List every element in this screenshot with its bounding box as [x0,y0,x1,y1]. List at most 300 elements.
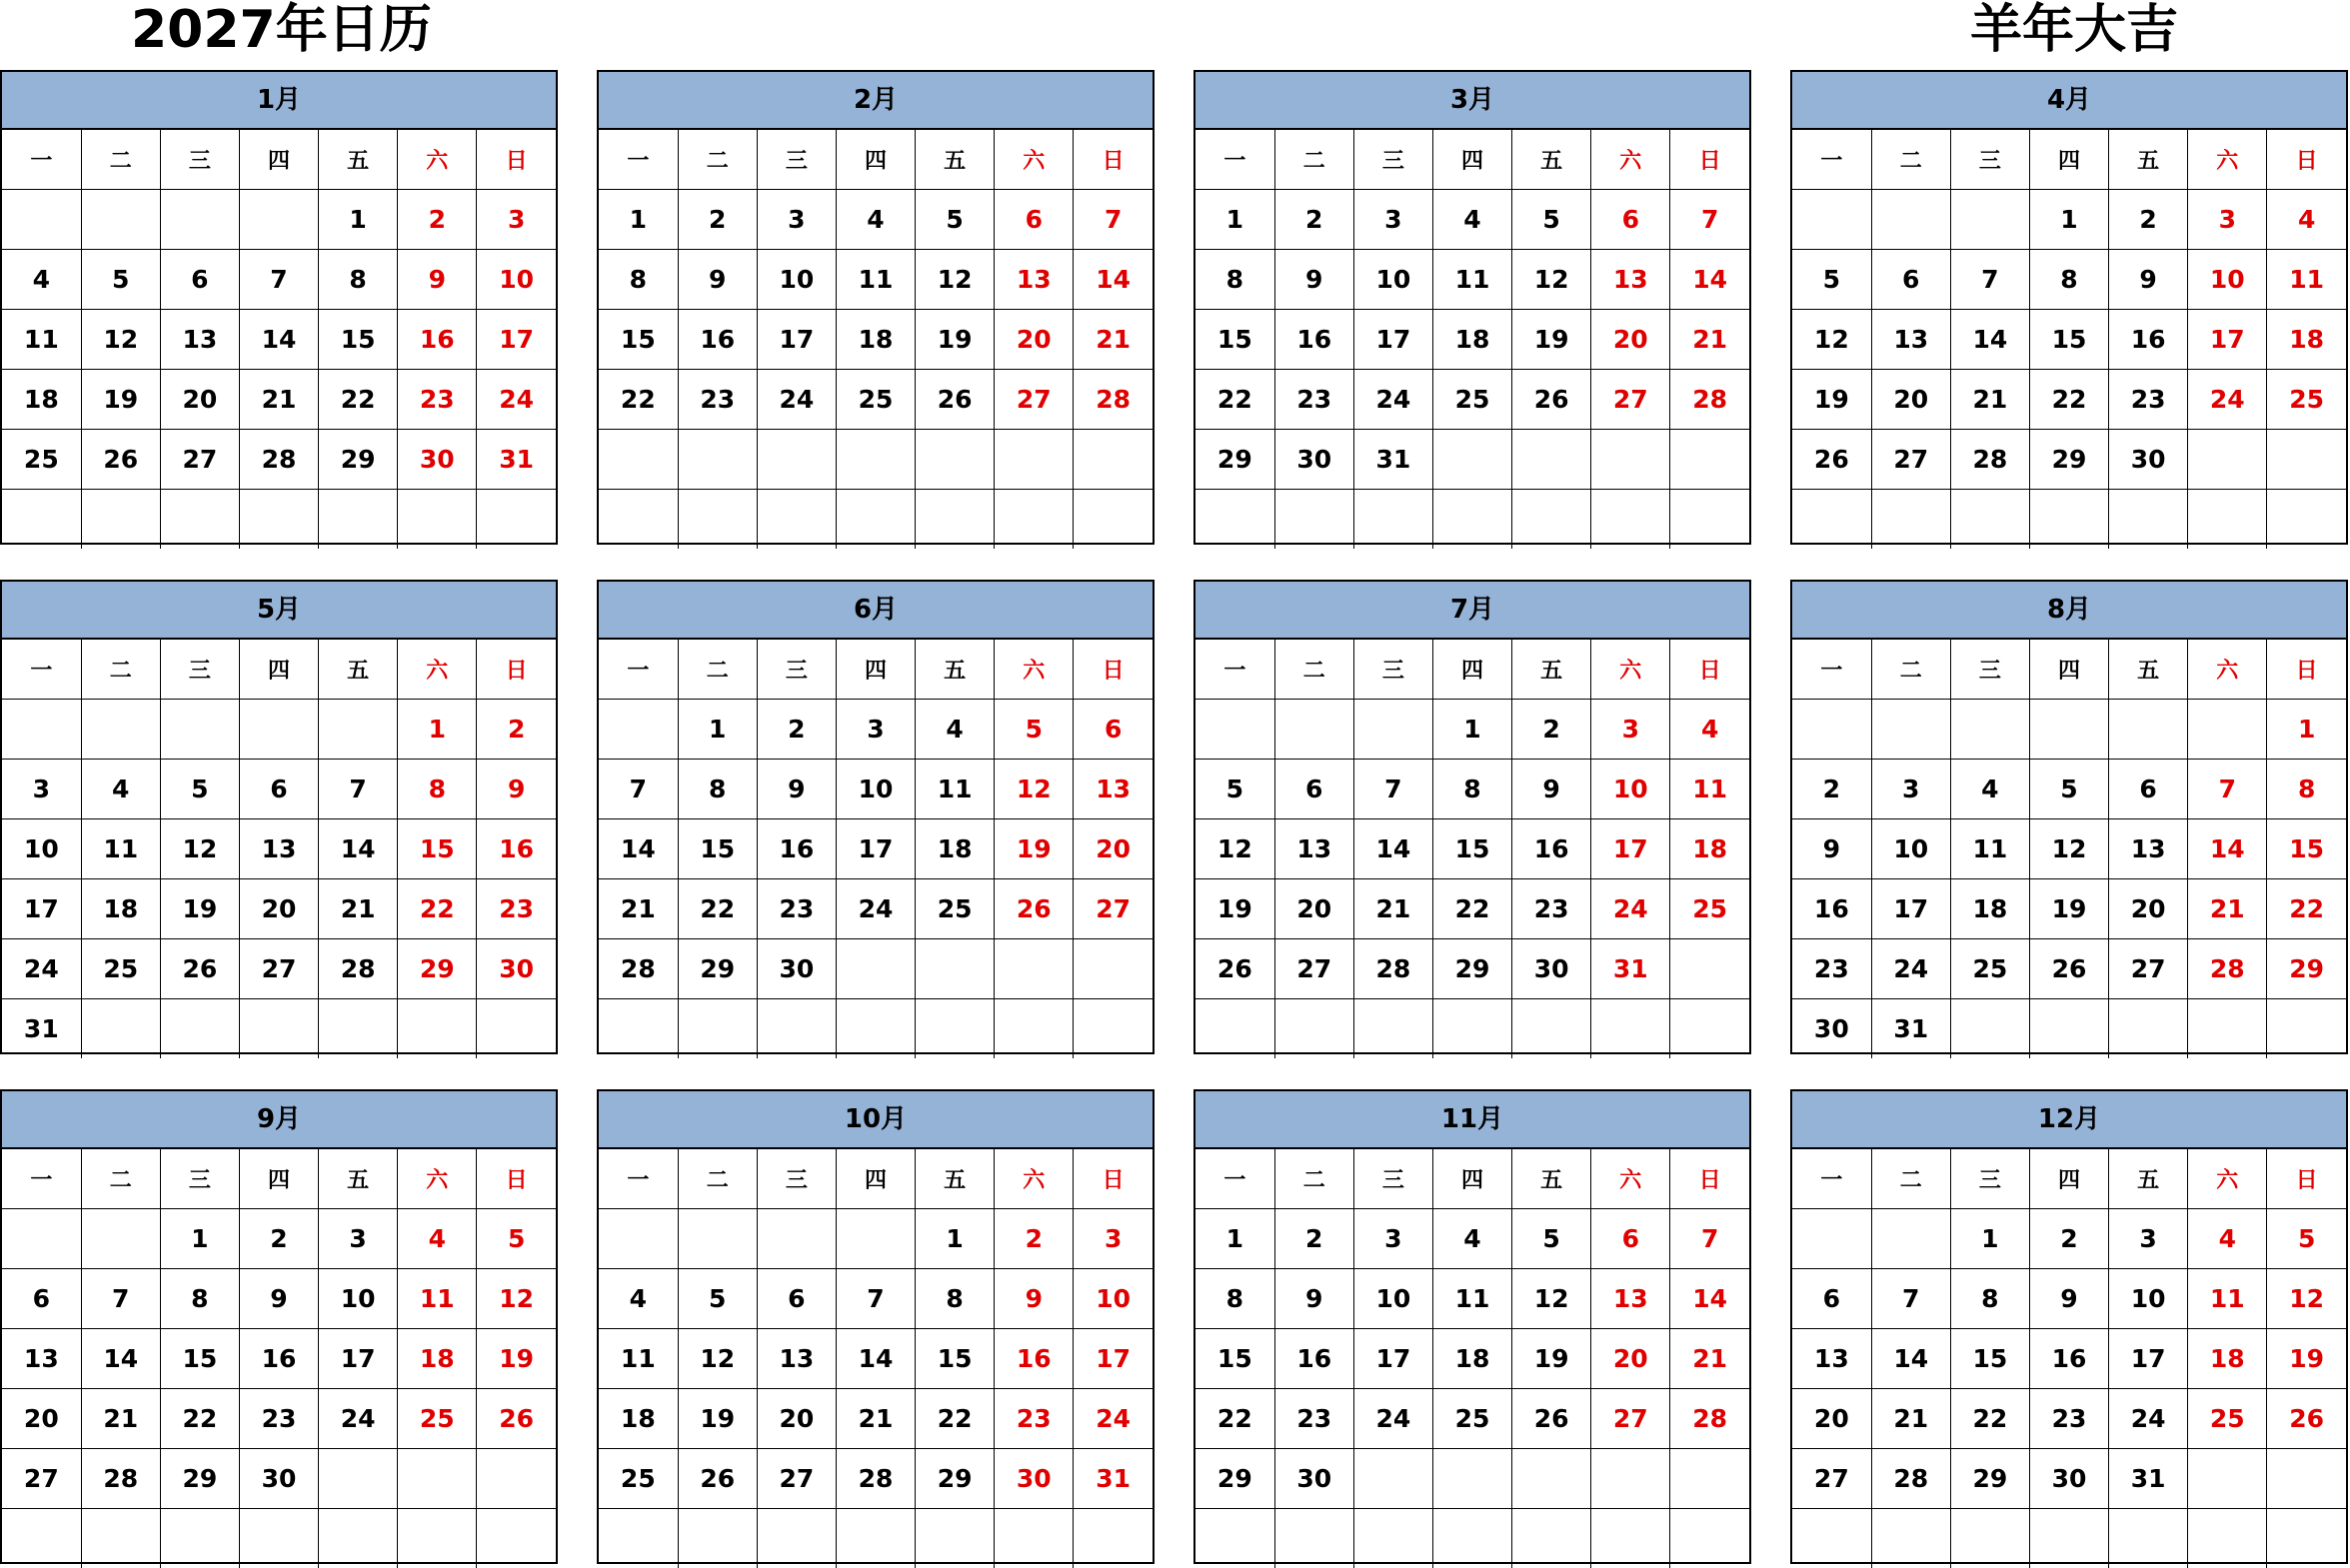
day-cell: 17 [2188,310,2267,370]
day-cell: 20 [1074,819,1153,879]
day-cell [81,999,160,1059]
day-cell: 5 [916,190,995,250]
month-header: 5月 [2,582,556,640]
day-cell [1792,490,1871,550]
day-cell: 9 [995,1269,1074,1329]
day-cell: 24 [1871,939,1950,999]
day-cell: 23 [1512,879,1591,939]
day-cell: 29 [1432,939,1511,999]
day-cell [1353,490,1432,550]
week-row [599,490,1153,550]
day-cell: 2 [398,190,477,250]
weekday-label: 五 [916,130,995,190]
day-cell: 31 [1074,1449,1153,1509]
week-row [1195,1389,1749,1449]
week-row [1792,430,2346,490]
day-cell [916,490,995,550]
weekday-label: 四 [239,130,318,190]
day-cell [2029,700,2108,760]
day-cell: 27 [1871,430,1950,490]
day-cell: 9 [1274,1269,1353,1329]
day-cell [81,1209,160,1269]
day-cell: 20 [1792,1389,1871,1449]
day-cell [1871,700,1950,760]
day-cell: 1 [1195,190,1274,250]
day-cell [2267,999,2346,1059]
weekday-label: 六 [995,640,1074,700]
day-cell [477,1509,556,1568]
weekday-row [2,640,556,700]
day-cell: 4 [398,1209,477,1269]
day-cell [2029,490,2108,550]
day-cell: 24 [1074,1389,1153,1449]
day-cell: 15 [2267,819,2346,879]
day-cell: 1 [2029,190,2108,250]
day-cell: 14 [81,1329,160,1389]
week-row [599,1329,1153,1389]
day-cell: 27 [1792,1449,1871,1509]
week-row [1195,190,1749,250]
day-cell: 12 [916,250,995,310]
week-row [2,700,556,760]
week-row [2,490,556,550]
day-cell: 18 [1432,1329,1511,1389]
day-cell: 25 [1432,1389,1511,1449]
month-block [597,1089,1155,1564]
day-cell: 23 [477,879,556,939]
day-cell [1792,190,1871,250]
day-cell [1512,490,1591,550]
week-row [1792,250,2346,310]
day-cell: 15 [1195,310,1274,370]
day-cell [319,999,398,1059]
day-cell: 4 [836,190,915,250]
month-header: 11月 [1195,1091,1749,1149]
weekday-label: 一 [1792,640,1871,700]
day-cell: 2 [2109,190,2188,250]
day-cell [757,430,836,490]
month-block [597,580,1155,1054]
day-cell: 8 [319,250,398,310]
week-row [1792,999,2346,1059]
day-cell: 22 [319,370,398,430]
day-cell: 11 [398,1269,477,1329]
day-cell: 22 [1950,1389,2029,1449]
day-cell: 9 [1512,760,1591,819]
day-cell [995,999,1074,1059]
day-cell: 12 [1195,819,1274,879]
day-cell [81,190,160,250]
day-cell [477,490,556,550]
day-cell [2109,700,2188,760]
day-cell: 24 [2188,370,2267,430]
weekday-label: 三 [757,1149,836,1209]
day-cell: 13 [995,250,1074,310]
day-cell: 7 [1950,250,2029,310]
weekday-label: 三 [757,640,836,700]
day-cell: 8 [916,1269,995,1329]
day-cell: 12 [1792,310,1871,370]
week-row [1792,1209,2346,1269]
week-row [1195,819,1749,879]
day-cell: 22 [398,879,477,939]
day-cell [477,999,556,1059]
weekday-label: 二 [1274,1149,1353,1209]
day-cell: 14 [599,819,678,879]
day-cell: 13 [1591,250,1670,310]
day-cell: 25 [2267,370,2346,430]
day-cell: 26 [1512,370,1591,430]
week-row [599,430,1153,490]
day-cell [398,490,477,550]
day-cell: 19 [916,310,995,370]
week-row [1792,490,2346,550]
day-cell: 30 [757,939,836,999]
weekday-label: 六 [2188,640,2267,700]
day-cell: 10 [1591,760,1670,819]
day-cell: 27 [2109,939,2188,999]
day-cell [2,1209,81,1269]
day-cell: 17 [2109,1329,2188,1389]
month-grid [1195,640,1749,1058]
day-cell [836,1509,915,1568]
day-cell: 16 [1274,310,1353,370]
weekday-label: 日 [477,1149,556,1209]
day-cell [239,490,318,550]
month-grid [599,640,1153,1058]
weekday-label: 二 [1871,1149,1950,1209]
day-cell: 21 [1670,1329,1749,1389]
day-cell: 30 [2109,430,2188,490]
day-cell [1195,999,1274,1059]
day-cell: 11 [599,1329,678,1389]
month-header: 3月 [1195,72,1749,130]
day-cell: 16 [239,1329,318,1389]
day-cell: 31 [2,999,81,1059]
day-cell: 24 [319,1389,398,1449]
day-cell: 14 [1670,250,1749,310]
weekday-label: 一 [1195,130,1274,190]
week-row [2,1209,556,1269]
weekday-label: 一 [2,1149,81,1209]
day-cell: 26 [916,370,995,430]
day-cell [1432,999,1511,1059]
day-cell [2029,1509,2108,1568]
week-row [2,1269,556,1329]
day-cell: 4 [1950,760,2029,819]
day-cell: 21 [1950,370,2029,430]
day-cell: 15 [398,819,477,879]
day-cell: 17 [1591,819,1670,879]
week-row [2,760,556,819]
day-cell: 5 [160,760,239,819]
week-row [2,1389,556,1449]
day-cell: 10 [1353,1269,1432,1329]
weekday-label: 日 [477,130,556,190]
weekday-label: 二 [81,1149,160,1209]
month-block [597,70,1155,545]
day-cell [2109,1509,2188,1568]
day-cell: 14 [1670,1269,1749,1329]
day-cell: 8 [1950,1269,2029,1329]
week-row [1792,190,2346,250]
day-cell: 31 [477,430,556,490]
weekday-label: 四 [1432,1149,1511,1209]
day-cell: 5 [995,700,1074,760]
day-cell [1353,999,1432,1059]
day-cell [2,700,81,760]
day-cell: 3 [836,700,915,760]
day-cell: 31 [1871,999,1950,1059]
day-cell: 3 [1871,760,1950,819]
day-cell: 28 [599,939,678,999]
day-cell [1195,490,1274,550]
day-cell [2109,999,2188,1059]
day-cell: 6 [1074,700,1153,760]
day-cell: 3 [2109,1209,2188,1269]
day-cell [398,1449,477,1509]
day-cell: 13 [1591,1269,1670,1329]
week-row [599,760,1153,819]
day-cell [1353,1449,1432,1509]
day-cell: 7 [1074,190,1153,250]
weekday-label: 日 [1074,1149,1153,1209]
day-cell: 19 [1512,1329,1591,1389]
day-cell: 10 [2,819,81,879]
day-cell: 14 [1871,1329,1950,1389]
weekday-label: 二 [81,640,160,700]
week-row [1195,700,1749,760]
day-cell [319,490,398,550]
week-row [1195,490,1749,550]
day-cell: 24 [1591,879,1670,939]
day-cell: 21 [1871,1389,1950,1449]
weekday-label: 日 [2267,130,2346,190]
day-cell [836,430,915,490]
month-grid [1792,1149,2346,1568]
weekday-label: 一 [1792,1149,1871,1209]
day-cell [678,430,757,490]
day-cell: 2 [1274,190,1353,250]
weekday-label: 五 [1512,130,1591,190]
day-cell: 6 [1591,190,1670,250]
weekday-label: 二 [81,130,160,190]
day-cell [1074,490,1153,550]
weekday-label: 二 [678,640,757,700]
day-cell: 3 [757,190,836,250]
weekday-label: 六 [398,640,477,700]
day-cell: 26 [1792,430,1871,490]
day-cell: 3 [319,1209,398,1269]
day-cell: 18 [2188,1329,2267,1389]
month-block [0,580,558,1054]
day-cell: 24 [477,370,556,430]
day-cell: 4 [916,700,995,760]
day-cell: 15 [319,310,398,370]
day-cell: 5 [477,1209,556,1269]
week-row [599,310,1153,370]
day-cell: 22 [1432,879,1511,939]
weekday-label: 一 [2,130,81,190]
day-cell [81,490,160,550]
day-cell: 12 [160,819,239,879]
month-block [1193,580,1751,1054]
weekday-label: 三 [160,1149,239,1209]
day-cell: 1 [398,700,477,760]
weekday-label: 日 [1670,640,1749,700]
day-cell: 6 [2,1269,81,1329]
day-cell: 2 [477,700,556,760]
day-cell: 8 [398,760,477,819]
weekday-label: 二 [1274,130,1353,190]
day-cell [2188,1449,2267,1509]
week-row [1195,430,1749,490]
day-cell: 23 [398,370,477,430]
day-cell: 21 [319,879,398,939]
day-cell: 26 [477,1389,556,1449]
month-block [1790,580,2348,1054]
day-cell [319,1509,398,1568]
day-cell: 5 [678,1269,757,1329]
day-cell [398,999,477,1059]
day-cell: 11 [1432,250,1511,310]
day-cell: 29 [2267,939,2346,999]
day-cell: 30 [1512,939,1591,999]
weekday-label: 五 [2109,130,2188,190]
day-cell: 10 [1074,1269,1153,1329]
day-cell [1591,1449,1670,1509]
day-cell: 25 [398,1389,477,1449]
week-row [1195,760,1749,819]
weekday-label: 五 [1512,1149,1591,1209]
day-cell: 30 [1274,1449,1353,1509]
day-cell: 19 [477,1329,556,1389]
day-cell: 31 [2109,1449,2188,1509]
day-cell: 8 [1195,250,1274,310]
day-cell [1591,1509,1670,1568]
weekday-label: 五 [319,1149,398,1209]
weekday-label: 日 [1670,1149,1749,1209]
day-cell: 19 [2029,879,2108,939]
day-cell: 16 [757,819,836,879]
day-cell: 10 [319,1269,398,1329]
weekday-label: 四 [2029,640,2108,700]
day-cell [1950,490,2029,550]
week-row [2,879,556,939]
day-cell: 22 [1195,1389,1274,1449]
day-cell: 19 [678,1389,757,1449]
day-cell: 16 [1274,1329,1353,1389]
weekday-label: 三 [1950,640,2029,700]
day-cell [239,190,318,250]
week-row [1195,370,1749,430]
day-cell: 31 [1353,430,1432,490]
day-cell: 24 [1353,1389,1432,1449]
weekday-row [599,640,1153,700]
day-cell: 18 [599,1389,678,1449]
day-cell [1432,1509,1511,1568]
weekday-label: 一 [2,640,81,700]
day-cell: 2 [995,1209,1074,1269]
day-cell: 2 [1512,700,1591,760]
day-cell [757,1209,836,1269]
day-cell [1871,490,1950,550]
day-cell [1670,1509,1749,1568]
day-cell: 5 [1792,250,1871,310]
day-cell: 11 [1432,1269,1511,1329]
weekday-label: 五 [916,1149,995,1209]
day-cell: 17 [1074,1329,1153,1389]
day-cell [2267,1449,2346,1509]
weekday-row [2,1149,556,1209]
weekday-label: 四 [1432,640,1511,700]
day-cell: 14 [319,819,398,879]
day-cell: 19 [1195,879,1274,939]
day-cell: 3 [2188,190,2267,250]
day-cell: 17 [836,819,915,879]
day-cell: 19 [2267,1329,2346,1389]
day-cell: 10 [2188,250,2267,310]
day-cell: 9 [757,760,836,819]
day-cell: 17 [1871,879,1950,939]
week-row [2,370,556,430]
day-cell: 1 [1432,700,1511,760]
day-cell: 12 [477,1269,556,1329]
day-cell: 11 [2188,1269,2267,1329]
day-cell: 27 [757,1449,836,1509]
day-cell: 13 [2109,819,2188,879]
day-cell: 21 [1074,310,1153,370]
day-cell: 19 [81,370,160,430]
day-cell [1670,490,1749,550]
day-cell: 28 [1670,370,1749,430]
weekday-label: 三 [1353,640,1432,700]
day-cell: 1 [1195,1209,1274,1269]
day-cell: 28 [1871,1449,1950,1509]
day-cell: 4 [2188,1209,2267,1269]
month-header: 7月 [1195,582,1749,640]
day-cell: 26 [1512,1389,1591,1449]
weekday-label: 三 [757,130,836,190]
weekday-label: 五 [2109,640,2188,700]
day-cell [1950,190,2029,250]
day-cell: 4 [81,760,160,819]
weekday-label: 四 [836,130,915,190]
day-cell [1512,430,1591,490]
day-cell: 26 [995,879,1074,939]
week-row [2,190,556,250]
month-grid [2,130,556,549]
day-cell [160,1509,239,1568]
day-cell: 11 [1670,760,1749,819]
day-cell: 10 [757,250,836,310]
week-row [599,1509,1153,1568]
day-cell: 23 [2109,370,2188,430]
day-cell: 2 [757,700,836,760]
day-cell: 8 [678,760,757,819]
day-cell: 24 [757,370,836,430]
weekday-label: 日 [477,640,556,700]
week-row [1792,1389,2346,1449]
month-header: 2月 [599,72,1153,130]
week-row [1792,879,2346,939]
day-cell: 28 [2188,939,2267,999]
day-cell: 27 [1274,939,1353,999]
day-cell [995,490,1074,550]
weekday-label: 五 [319,130,398,190]
day-cell: 23 [757,879,836,939]
day-cell: 30 [995,1449,1074,1509]
